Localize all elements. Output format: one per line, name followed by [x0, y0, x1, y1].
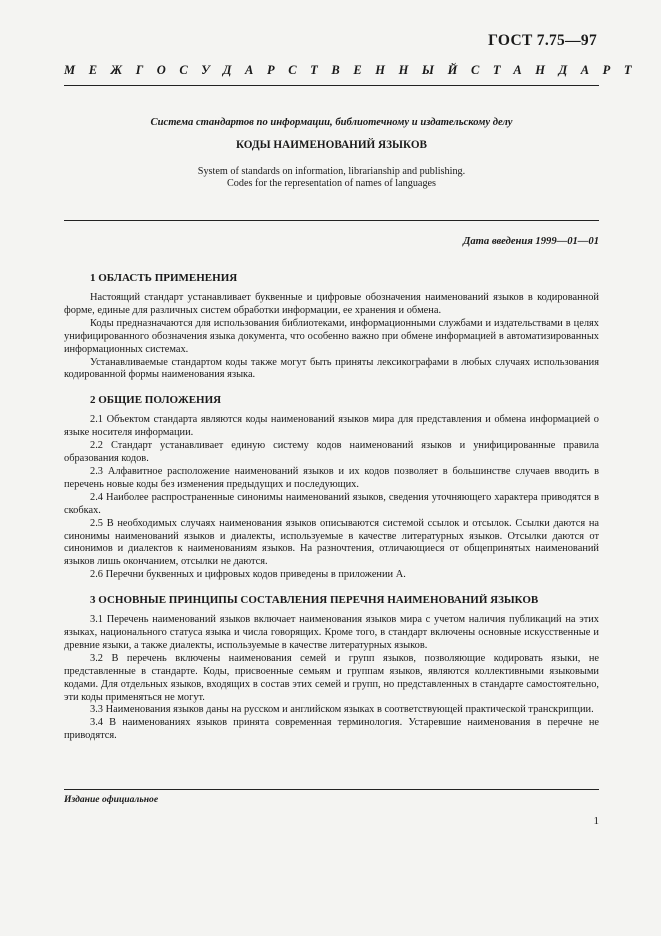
english-title — [64, 166, 599, 191]
paragraph: 2.4 Наиболее распространенные синонимы наименований языков, сведения уточняющего характера приводятся в скобках. — [64, 491, 599, 516]
paragraph: 2.3 Алфавитное расположение наименований языков и их кодов позволяет в большинстве случаев вводить в перечень новые коды без изменения предыдущих и последующих. — [64, 465, 599, 490]
introduction-date: Дата введения 1999—01—01 — [463, 236, 599, 247]
paragraph: 2.5 В необходимых случаях наименования языков описываются системой ссылок и отсылок. Ссылки даются на синонимы наименований языков и диалекты, используемые в качестве литературных языков. Отсылки даются от синонимов и диалектов к наименованиям языков. На разночтения, отличающиеся от общепринятых наименований языков лишь окончанием, отсылки не даются. — [64, 517, 599, 568]
document-title: КОДЫ НАИМЕНОВАНИЙ ЯЗЫКОВ — [235, 139, 428, 151]
banner-left-word: МЕЖГОСУДАРСТВЕННЫЙ — [64, 63, 471, 77]
document-body — [64, 272, 599, 743]
section-2 — [64, 394, 599, 582]
page-number: 1 — [593, 815, 599, 827]
paragraph: 3.3 Наименования языков даны на русском и английском языках в соответствующей практической транскрипции. — [90, 704, 594, 716]
english-title-line-2: Codes for the representation of names of languages — [226, 178, 437, 190]
paragraph: 3.1 Перечень наименований языков включает наименования языков мира с учетом наличия публикаций на этих языках, национального статуса языка и числа говорящих. Кроме того, в стандарт включены основные искусственные и древние языки, а также диалекты, используемые в качестве литературных языков. — [64, 614, 599, 651]
paragraph: 2.6 Перечни буквенных и цифровых кодов приведены в приложении А. — [90, 569, 406, 581]
title-divider — [64, 220, 599, 221]
standard-banner — [64, 63, 646, 78]
section-heading: 2 ОБЩИЕ ПОЛОЖЕНИЯ — [90, 394, 222, 407]
footer-divider — [64, 789, 599, 790]
paragraph: Настоящий стандарт устанавливает буквенные и цифровые обозначения наименований языков в кодированной форме, единые для различных систем обработки информации, ее хранения и обмена. — [64, 292, 599, 316]
top-divider — [64, 85, 599, 86]
english-title-line-1: System of standards on information, librarianship and publishing. — [197, 166, 466, 177]
paragraph: Устанавливаемые стандартом коды также могут быть приняты лексикографами в любых случаях использования кодированной формы наименования языка. — [64, 356, 599, 381]
paragraph: 2.1 Объектом стандарта являются коды наименований языков мира для представления и обмена информацией о языке носителя информации. — [64, 414, 599, 439]
section-heading: 3 ОСНОВНЫЕ ПРИНЦИПЫ СОСТАВЛЕНИЯ ПЕРЕЧНЯ НАИМЕНОВАНИЙ ЯЗЫКОВ — [90, 594, 539, 607]
paragraph: 3.4 В наименованиях языков принята современная терминология. Устаревшие наименования в перечне не приводятся. — [64, 717, 599, 742]
section-1 — [64, 272, 599, 382]
series-title: Система стандартов по информации, библиотечному и издательскому делу — [150, 117, 513, 128]
paragraph: 3.2 В перечень включены наименования семей и групп языков, позволяющие кодировать языки, не представленные в стандарте. Коды, присвоенные семьям и группам языков, являются коллективными языковыми кодами. Для отдельных языков, входящих в состав этих семей и групп, но представленных в стандарте самостоятельно, эти коды применяться не могут. — [64, 652, 599, 703]
section-3 — [64, 594, 599, 743]
paragraph: 2.2 Стандарт устанавливает единую систему кодов наименований языков и унифицированные правила образования кодов. — [64, 440, 599, 465]
section-heading: 1 ОБЛАСТЬ ПРИМЕНЕНИЯ — [90, 272, 238, 284]
edition-note: Издание официальное — [64, 794, 159, 805]
paragraph: Коды предназначаются для использования библиотеками, информационными службами и издательствами в целях унифицированного обозначения языка документа, что особенно важно при обмене информацией в автоматизированных информационных системах. — [64, 317, 599, 355]
standard-code: ГОСТ 7.75—97 — [488, 32, 597, 49]
banner-right-word: СТАНДАРТ — [470, 63, 646, 77]
